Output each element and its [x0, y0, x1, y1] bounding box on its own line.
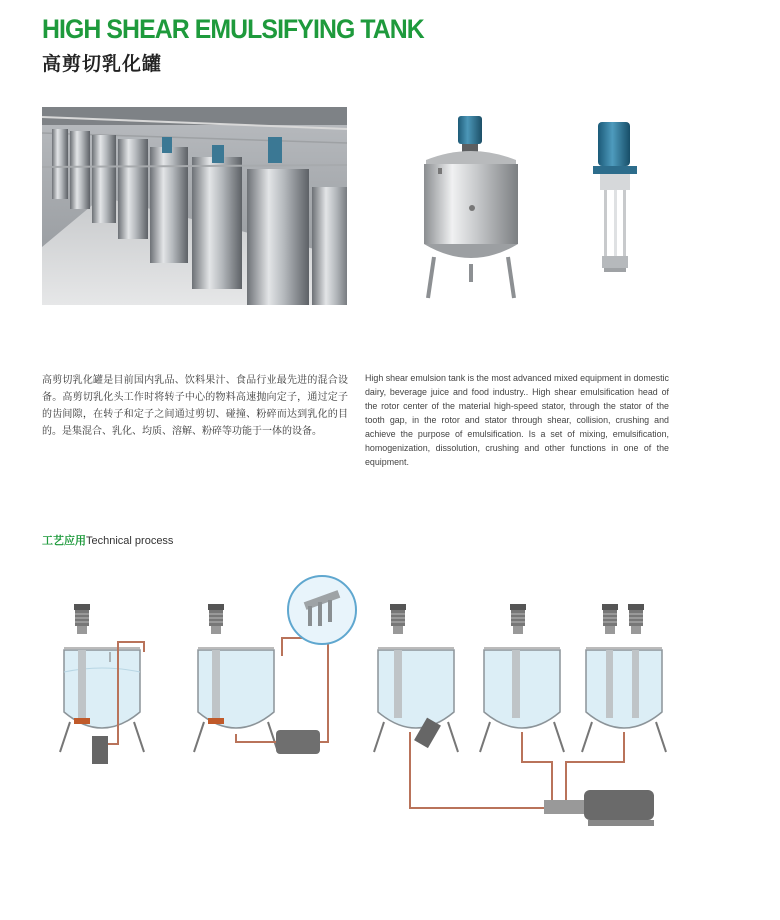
process-tank-4	[480, 604, 564, 804]
process-diagram	[22, 572, 682, 832]
description-cn: 高剪切乳化罐是目前国内乳品、饮料果汁、食品行业最先进的混合设备。高剪切乳化头工作时将转子中心的物料高速抛向定子，通过定子的齿间隙，在转子和定子之间通过剪切、碰撞、粉碎而达到乳化的目的。是集混合、乳化、均质、溶解、粉碎等功能于一体的设备。	[42, 375, 348, 437]
emulsifying-tank-photo	[412, 112, 530, 302]
process-tank-1	[60, 604, 144, 764]
page-title: HIGH SHEAR EMULSIFYING TANK	[42, 14, 424, 44]
section-heading-cn: 工艺应用	[42, 534, 86, 547]
inline-pump	[544, 790, 654, 826]
emulsifier-head-photo	[590, 118, 640, 278]
rotor-stator-inset	[288, 576, 356, 644]
section-heading-en: Technical process	[86, 535, 174, 547]
process-tank-5	[566, 604, 666, 804]
page-subtitle-cn: 高剪切乳化罐	[42, 53, 163, 75]
description-en: High shear emulsion tank is the most advanced mixed equipment in domestic dairy, beverage juice and food industry.. High shear emulsification head of the rotor center of the material high-speed stator, through the stator of the tooth gap, in the rotor and stator through shear, collision, crushing and achieve the purpose of emulsification. Is a set of mixing, emulsification, homogenization, dissolution, crushing and other functions in one of the equipment.	[365, 373, 669, 467]
section-heading	[42, 532, 173, 548]
factory-photo	[42, 107, 347, 305]
